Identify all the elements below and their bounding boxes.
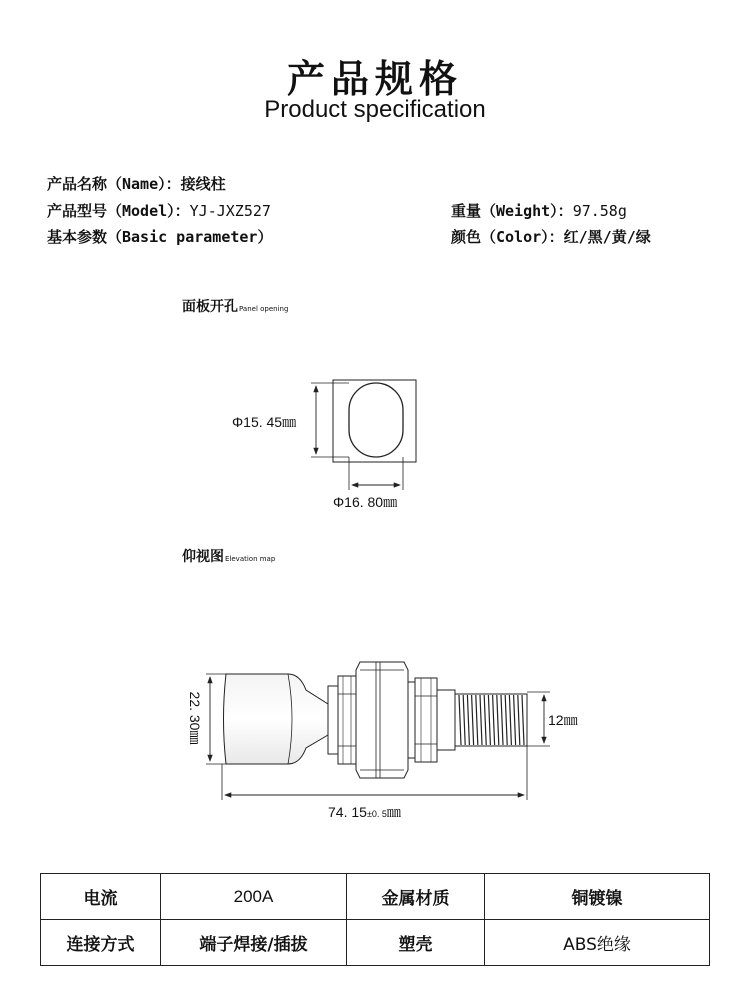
page-title: 产品规格 [286, 56, 463, 101]
table-cell: 端子焊接/插拔 [161, 920, 347, 966]
table-cell: 200A [161, 874, 347, 920]
elevation-map-label-cn: 仰视图 [182, 549, 224, 565]
table-cell: 金属材质 [347, 874, 485, 920]
spec-color-value: 红/黑/黄/绿 [563, 228, 651, 246]
length-dimension-value: 74. 15 [328, 804, 367, 820]
terminal-cap [224, 674, 329, 764]
spec-model-label: 产品型号（Model）： [47, 202, 190, 220]
table-cell: 连接方式 [41, 920, 161, 966]
spec-basic-label: 基本参数（Basic parameter） [47, 228, 273, 246]
panel-opening-label-cn: 面板开孔 [182, 299, 238, 315]
table-row [41, 920, 710, 966]
thread-dimension: 12㎜ [548, 712, 578, 728]
panel-oval-hole [349, 383, 403, 457]
cap-height-dimension: 22. 30㎜ [187, 691, 203, 745]
page-subtitle: Product specification [264, 96, 486, 123]
spec-weight-value: 97.58g [572, 202, 627, 220]
spec-name-label: 产品名称（Name）： [47, 175, 181, 193]
table-cell: 铜镀镍 [485, 874, 710, 920]
terminal-thread [455, 694, 527, 746]
elevation-map-label-en: Elevation map [225, 555, 276, 563]
length-dimension-unit: ㎜ [386, 804, 401, 820]
spec-weight-label: 重量（Weight）： [451, 202, 573, 220]
panel-opening-drawing [311, 380, 416, 490]
table-row [41, 874, 710, 920]
elevation-drawing [224, 662, 528, 778]
terminal-nut-2 [415, 678, 437, 762]
panel-opening-label-en: Panel opening [239, 305, 289, 313]
terminal-nut-1 [338, 676, 356, 764]
table-cell: 塑壳 [347, 920, 485, 966]
spec-color-label: 颜色（Color）： [451, 228, 564, 246]
table-cell: 电流 [41, 874, 161, 920]
panel-height-dimension: Φ15. 45㎜ [232, 414, 297, 430]
terminal-washer [328, 686, 338, 754]
length-dimension [328, 802, 401, 822]
table-cell: ABS绝缘 [485, 920, 710, 966]
length-dimension-tolerance: ±0. 5 [366, 809, 387, 819]
terminal-body [356, 662, 408, 778]
spec-table [40, 873, 710, 966]
spec-model-value: YJ-JXZ527 [189, 202, 271, 220]
panel-width-dimension: Φ16. 80㎜ [333, 494, 398, 510]
spec-name-value: 接线柱 [180, 175, 226, 193]
